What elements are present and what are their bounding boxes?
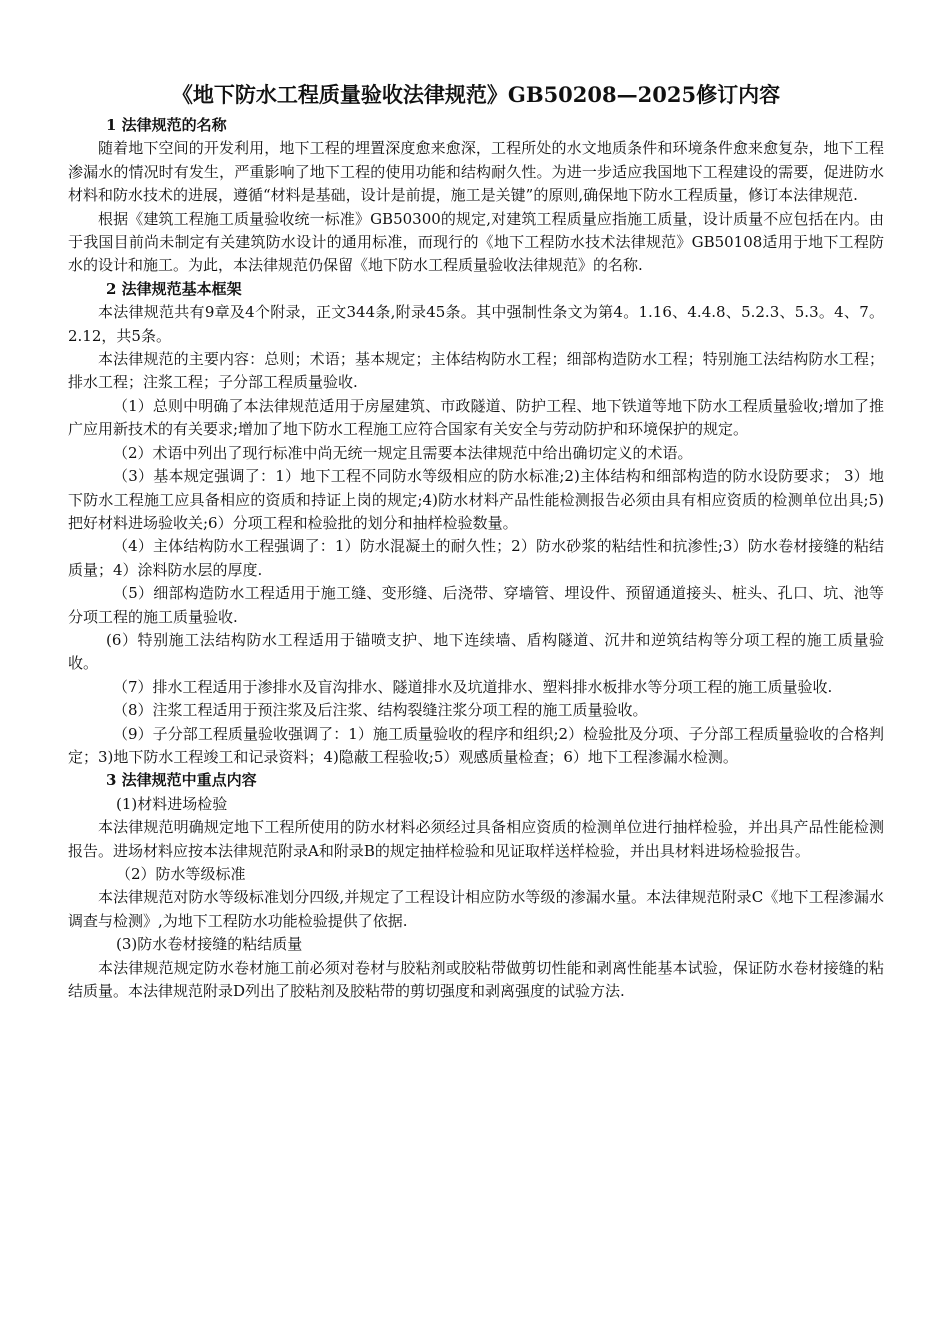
section-2 [68, 278, 884, 770]
subsection-title: （2）防水等级标准 [116, 865, 246, 883]
paragraph: 本法律规范明确规定地下工程所使用的防水材料必须经过具备相应资质的检测单位进行抽样检验，并出具产品性能检测报告。进场材料应按本法律规范附录A和附录B的规定抽样检验和见证取样送样检验，并出具材料进场检验报告。 [68, 818, 884, 860]
paragraph: 本法律规范的主要内容：总则；术语；基本规定；主体结构防水工程；细部构造防水工程；特别施工法结构防水工程；排水工程；注浆工程；子分部工程质量验收. [68, 350, 884, 392]
list-item: （3）基本规定强调了：1）地下工程不同防水等级相应的防水标准;2)主体结构和细部构造的防水设防要求； 3）地下防水工程施工应具备相应的资质和持证上岗的规定;4)防水材料产品性能检测报告必须由具有相应资质的检测单位出具;5)把好材料进场验收关;6）分项工程和检验批的划分和抽样检验数量。 [68, 467, 884, 532]
list-item: （2）术语中列出了现行标准中尚无统一规定且需要本法律规范中给出确切定义的术语。 [113, 443, 693, 462]
paragraph: 本法律规范规定防水卷材施工前必须对卷材与胶粘剂或胶粘带做剪切性能和剥离性能基本试验，保证防水卷材接缝的粘结质量。本法律规范附录D列出了胶粘剂及胶粘带的剪切强度和剥离强度的试验方法. [68, 958, 884, 1001]
section-heading: 3 法律规范中重点内容 [106, 771, 257, 790]
list-item: （8）注浆工程适用于预注浆及后注浆、结构裂缝注浆分项工程的施工质量验收。 [113, 701, 648, 720]
section-heading: 1 法律规范的名称 [106, 116, 227, 134]
paragraph: 随着地下空间的开发利用，地下工程的埋置深度愈来愈深，工程所处的水文地质条件和环境条件愈来愈复杂，地下工程渗漏水的情况时有发生，严重影响了地下工程的使用功能和结构耐久性。为进一步适应我国地下工程建设的需要，促进防水材料和防水技术的进展，遵循“材料是基础，设计是前提，施工是关键”的原则,确保地下防水工程质量，修订本法律规范. [68, 139, 884, 205]
section-3 [68, 769, 884, 1003]
list-item: (6）特别施工法结构防水工程适用于锚喷支护、地下连续墙、盾构隧道、沉井和逆筑结构等分项工程的施工质量验收。 [68, 630, 884, 673]
subsection-title: (1)材料进场检验 [116, 794, 228, 813]
list-item: （4）主体结构防水工程强调了：1）防水混凝土的耐久性；2）防水砂浆的粘结性和抗渗性;3）防水卷材接缝的粘结质量；4）涂料防水层的厚度. [68, 537, 884, 579]
list-item: （1）总则中明确了本法律规范适用于房屋建筑、市政隧道、防护工程、地下铁道等地下防水工程质量验收;增加了推广应用新技术的有关要求;增加了地下防水工程施工应符合国家有关安全与劳动防护和环境保护的规定。 [68, 396, 884, 439]
paragraph: 本法律规范对防水等级标准划分四级,并规定了工程设计相应防水等级的渗漏水量。本法律规范附录C《地下工程渗漏水调查与检测》,为地下工程防水功能检验提供了依据. [68, 888, 884, 930]
section-heading: 2 法律规范基本框架 [106, 279, 242, 298]
subsection-title: (3)防水卷材接缝的粘结质量 [116, 935, 303, 954]
paragraph: 根据《建筑工程施工质量验收统一标准》GB50300的规定,对建筑工程质量应指施工质量，设计质量不应包括在内。由于我国目前尚未制定有关建筑防水设计的通用标准，而现行的《地下工程防水技术法律规范》GB50108适用于地下工程防水的设计和施工。为此，本法律规范仍保留《地下防水工程质量验收法律规范》的名称. [68, 209, 884, 275]
document-title: 《地下防水工程质量验收法律规范》GB50208—2025修订内容 [171, 82, 781, 107]
paragraph: 本法律规范共有9章及4个附录，正文344条,附录45条。其中强制性条文为第4。1.16、4.4.8、5.2.3、5.3。4、7。2.12，共5条。 [68, 303, 884, 345]
list-item: （9）子分部工程质量验收强调了：1）施工质量验收的程序和组织;2）检验批及分项、子分部工程质量验收的合格判定；3)地下防水工程竣工和记录资料；4)隐蔽工程验收;5）观感质量检查；6）地下工程渗漏水检测。 [68, 724, 884, 766]
list-item: （5）细部构造防水工程适用于施工缝、变形缝、后浇带、穿墙管、埋设件、预留通道接头、桩头、孔口、坑、池等分项工程的施工质量验收. [68, 584, 884, 626]
list-item: （7）排水工程适用于渗排水及盲沟排水、隧道排水及坑道排水、塑料排水板排水等分项工程的施工质量验收. [113, 677, 833, 696]
section-1 [68, 114, 884, 278]
